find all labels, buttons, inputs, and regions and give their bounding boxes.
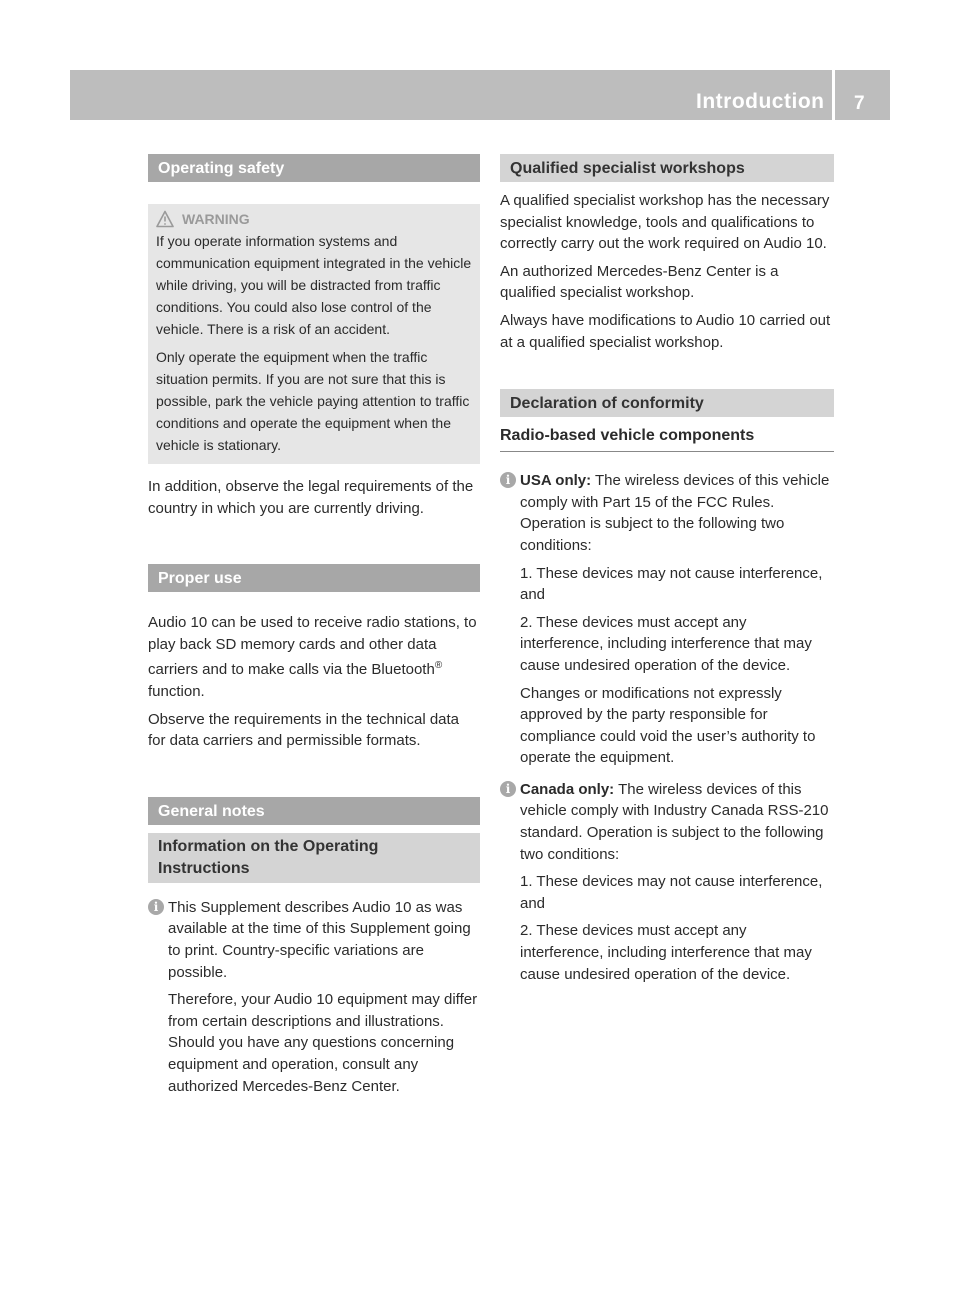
paragraph: Observe the requirements in the technical data for data carriers and permissible formats. (148, 710, 460, 750)
section-operating-safety: Operating safety (148, 154, 480, 182)
paragraph: In addition, observe the legal requirements of the country in which you are currently driving. (148, 478, 474, 517)
paragraph: A qualified specialist workshop has the necessary specialist knowledge, tools and qualifications to correctly carry out the work required on Audio 10. (500, 192, 830, 253)
note-text: Canada only: The wireless devices of this vehicle comply with Industry Canada RSS-210 standard. Operation is subject to the following two conditions: (520, 780, 829, 863)
condition-item: 1. These devices may not cause interference, and (520, 873, 823, 912)
info-note (148, 897, 480, 1097)
paragraph: Audio 10 can be used to receive radio stations, to play back SD memory cards and other data carriers and to make calls via the Bluetooth® function. (148, 614, 477, 700)
note-text: This Supplement describes Audio 10 as was available at the time of this Supplement going to print. Country-specific variations are possible. (168, 898, 471, 981)
paragraph: An authorized Mercedes-Benz Center is a qualified specialist workshop. (500, 262, 779, 302)
page-number: 7 (854, 93, 865, 114)
subheading-radio-components: Radio-based vehicle components (500, 417, 834, 452)
section-proper-use: Proper use (148, 564, 480, 592)
left-column (148, 154, 480, 1097)
note-text: Changes or modifications not expressly approved by the party responsible for compliance could void the user’s authority to operate the equipment. (520, 684, 816, 767)
info-icon: i (148, 899, 164, 915)
info-icon: i (500, 472, 516, 488)
section-qualified-workshops: Qualified specialist workshops (500, 154, 834, 182)
right-column (500, 154, 834, 985)
info-icon: i (500, 781, 516, 797)
warning-box (148, 204, 480, 464)
subsection-operating-instructions: Information on the Operating Instructions (148, 833, 480, 883)
paragraph: Always have modifications to Audio 10 carried out at a qualified specialist workshop. (500, 311, 831, 351)
condition-item: 2. These devices must accept any interference, including interference that may cause undesired operation of the device. (520, 613, 812, 674)
note-text: Therefore, your Audio 10 equipment may differ from certain descriptions and illustrations. Should you have any questions concerning equipment and operation, consult any authorized Mercedes-Benz Center. (168, 991, 478, 1095)
header-divider (832, 70, 835, 120)
condition-item: 2. These devices must accept any interference, including interference that may cause undesired operation of the device. (520, 922, 812, 983)
condition-item: 1. These devices may not cause interference, and (520, 564, 823, 604)
note-text: USA only: The wireless devices of this vehicle comply with Part 15 of the FCC Rules. Operation is subject to the following two conditions: (520, 472, 830, 554)
registered-mark: ® (434, 660, 443, 672)
warning-label: WARNING (182, 211, 250, 227)
warning-text: Only operate the equipment when the traffic situation permits. If you are not sure that this is possible, park the vehicle paying attention to traffic conditions and operate the equipment when the vehicle is stationary. (156, 349, 470, 453)
warning-text: If you operate information systems and communication equipment integrated in the vehicle while driving, you will be distracted from traffic conditions. You could also lose control of the vehicle. There is a risk of an accident. (156, 233, 472, 337)
info-note-usa (500, 470, 834, 769)
section-declaration-conformity: Declaration of conformity (500, 389, 834, 417)
warning-triangle-icon (156, 210, 174, 228)
info-note-canada (500, 779, 834, 985)
chapter-title: Introduction (696, 90, 825, 113)
section-general-notes: General notes (148, 797, 480, 825)
